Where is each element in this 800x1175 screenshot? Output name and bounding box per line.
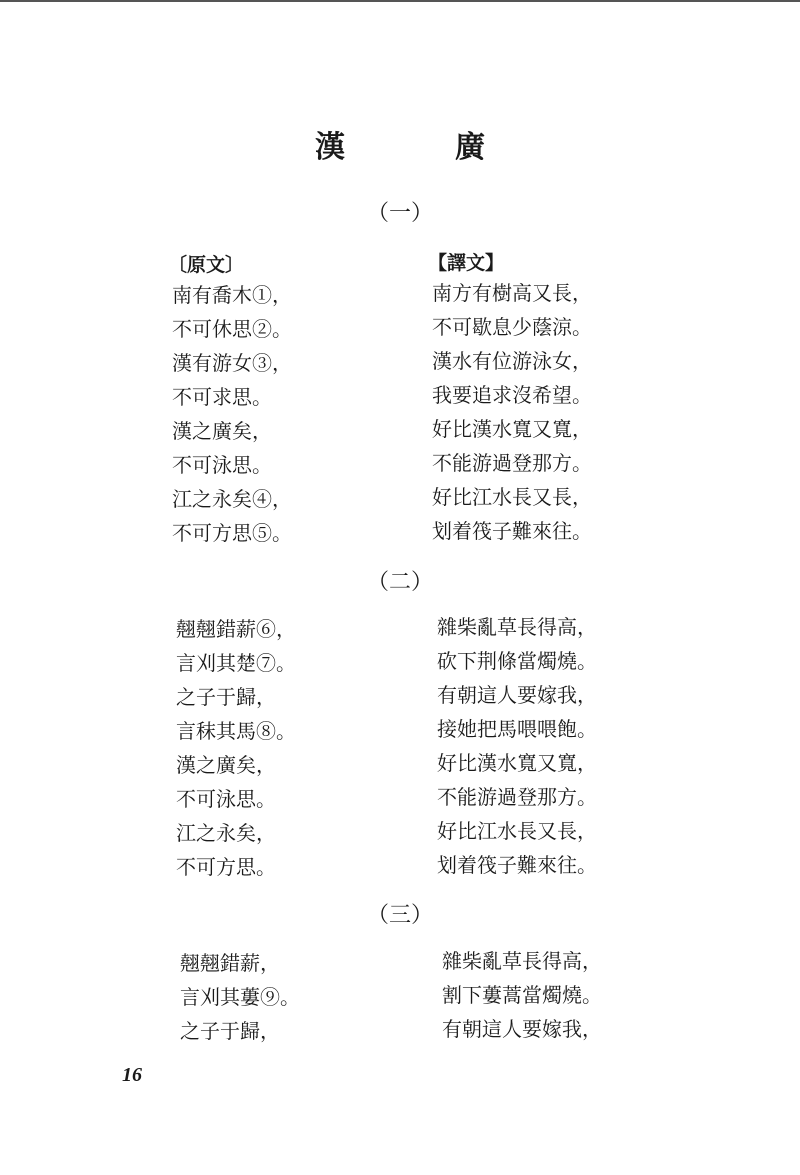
original-line: 言秣其馬⑧。: [176, 719, 296, 743]
original-line: 不可方思⑤。: [172, 521, 292, 545]
translation-line: 好比漢水寬又寬，: [432, 417, 592, 441]
translation-line: 漢水有位游泳女，: [432, 349, 592, 373]
translation-line: 有朝這人要嫁我，: [437, 683, 597, 707]
translation-line: 南方有樹高又長，: [432, 281, 592, 305]
section-label-1: （一）: [366, 201, 433, 226]
original-line: 南有喬木①，: [172, 283, 292, 307]
translation-line: 接她把馬喂喂飽。: [437, 717, 597, 741]
section-label-3: （三）: [366, 903, 433, 928]
section-2-original: [176, 612, 296, 884]
original-line: 不可泳思。: [172, 453, 272, 477]
translation-line: 不能游過登那方。: [432, 451, 592, 475]
translation-line: 我要追求沒希望。: [432, 383, 592, 407]
section-3-translation: [442, 944, 602, 1046]
translation-line: 砍下荆條當燭燒。: [437, 649, 597, 673]
original-line: 不可求思。: [172, 385, 272, 409]
original-line: 不可方思。: [176, 855, 276, 879]
original-line: 言刈其蔞⑨。: [180, 985, 300, 1009]
section-2-translation: [437, 610, 597, 882]
translation-line: 好比江水長又長，: [437, 819, 597, 843]
original-line: 之子于歸，: [176, 685, 276, 709]
original-line: 漢之廣矣，: [176, 753, 276, 777]
translation-line: 划着筏子難來往。: [437, 853, 597, 877]
translation-line: 割下蔞蒿當燭燒。: [442, 983, 602, 1007]
page-number: 16: [122, 1064, 142, 1086]
section-3-original: [180, 946, 300, 1048]
original-line: 翹翹錯薪⑥，: [176, 617, 296, 641]
translation-line: 不能游過登那方。: [437, 785, 597, 809]
poem-title: 漢 廣: [315, 130, 525, 165]
section-1-original: [172, 278, 292, 550]
translation-line: 雜柴亂草長得高，: [437, 615, 597, 639]
translation-line: 雜柴亂草長得高，: [442, 949, 602, 973]
original-line: 翹翹錯薪，: [180, 951, 280, 975]
page-top-edge: [0, 0, 800, 2]
original-line: 不可休思②。: [172, 317, 292, 341]
translation-line: 不可歇息少蔭涼。: [432, 315, 592, 339]
translation-line: 好比漢水寬又寬，: [437, 751, 597, 775]
translation-line: 有朝這人要嫁我，: [442, 1017, 602, 1041]
section-label-2: （二）: [366, 570, 433, 595]
original-line: 言刈其楚⑦。: [176, 651, 296, 675]
original-line: 江之永矣，: [176, 821, 276, 845]
original-line: 漢有游女③，: [172, 351, 292, 375]
original-line: 之子于歸，: [180, 1019, 280, 1043]
translation-header: 【譯文】: [428, 252, 505, 274]
translation-line: 好比江水長又長，: [432, 485, 592, 509]
original-text-header: 〔原文〕: [168, 254, 245, 276]
original-line: 漢之廣矣，: [172, 419, 272, 443]
translation-line: 划着筏子難來往。: [432, 519, 592, 543]
original-line: 不可泳思。: [176, 787, 276, 811]
original-line: 江之永矣④，: [172, 487, 292, 511]
section-1-translation: [432, 276, 592, 548]
